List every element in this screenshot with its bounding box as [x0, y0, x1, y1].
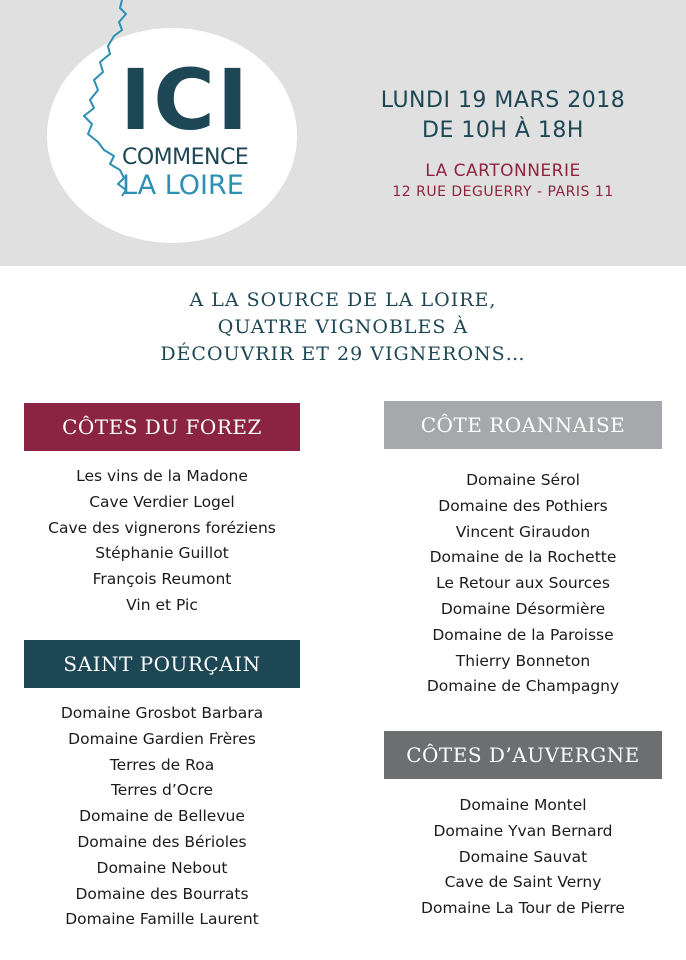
producer-item: Domaine La Tour de Pierre	[421, 899, 625, 918]
event-date: LUNDI 19 MARS 2018	[380, 88, 626, 113]
event-info	[320, 86, 686, 202]
region-banner-roannaise: CÔTE ROANNAISE	[384, 401, 662, 449]
venue-address: 12 RUE DEGUERRY - PARIS 11	[392, 184, 614, 200]
logo-ici-text: ICI	[120, 51, 251, 149]
logo-la-loire-text: LA LOIRE	[122, 170, 244, 201]
producer-list-forez	[12, 464, 312, 619]
producer-item: Domaine Montel	[459, 796, 587, 814]
producer-item: Domaine Gardien Frères	[68, 729, 256, 748]
producer-item: Domaine Yvan Bernard	[433, 821, 613, 840]
intro-text	[0, 287, 686, 368]
producer-item: Domaine Famille Laurent	[65, 910, 259, 929]
producer-list-saint-pourcain	[12, 701, 312, 933]
region-banner-auvergne: CÔTES D’AUVERGNE	[384, 731, 662, 779]
producer-item: Domaine de la Rochette	[429, 548, 617, 567]
intro-line-1: A LA SOURCE DE LA LOIRE,	[189, 289, 497, 311]
producer-item: Domaine de Bellevue	[79, 807, 245, 826]
producer-item: Les vins de la Madone	[76, 467, 248, 485]
producer-item: Cave des vignerons foréziens	[48, 518, 276, 537]
producer-item: Domaine des Bérioles	[77, 832, 247, 851]
producer-item: Domaine des Pothiers	[438, 496, 608, 515]
producer-item: Stéphanie Guillot	[95, 544, 229, 563]
producer-item: Domaine de Champagny	[426, 677, 620, 696]
intro-line-3: DÉCOUVRIR ET 29 VIGNERONS…	[160, 343, 526, 365]
venue-name: LA CARTONNERIE	[425, 161, 581, 181]
producer-item: Domaine des Bourrats	[75, 884, 249, 903]
producer-item: Vin et Pic	[126, 595, 198, 614]
producer-item: Vincent Giraudon	[455, 522, 591, 541]
producer-list-auvergne	[373, 793, 673, 922]
producer-item: Domaine Désormière	[440, 599, 606, 618]
producer-item: Domaine Grosbot Barbara	[60, 704, 264, 722]
producer-item: Terres de Roa	[109, 755, 215, 774]
producer-item: Le Retour aux Sources	[436, 574, 610, 593]
producer-item: Thierry Bonneton	[455, 651, 591, 670]
producer-item: Terres d’Ocre	[110, 781, 214, 800]
producer-list-roannaise	[373, 468, 673, 700]
producer-item: Cave de Saint Verny	[444, 873, 602, 892]
logo-commence-text: COMMENCE	[122, 145, 249, 170]
producer-item: Domaine de la Paroisse	[432, 625, 614, 644]
producer-item: Domaine Nebout	[96, 858, 228, 877]
region-banner-forez: CÔTES DU FOREZ	[24, 403, 300, 451]
producer-item: François Reumont	[92, 570, 232, 589]
producer-item: Domaine Sauvat	[458, 847, 588, 866]
header-band	[0, 0, 686, 266]
producer-item: Cave Verdier Logel	[89, 492, 235, 511]
producer-item: Domaine Sérol	[466, 471, 580, 489]
intro-line-2: QUATRE VIGNOBLES À	[217, 316, 469, 338]
event-hours: DE 10H À 18H	[422, 118, 584, 143]
region-banner-saint-pourcain: SAINT POURÇAIN	[24, 640, 300, 688]
